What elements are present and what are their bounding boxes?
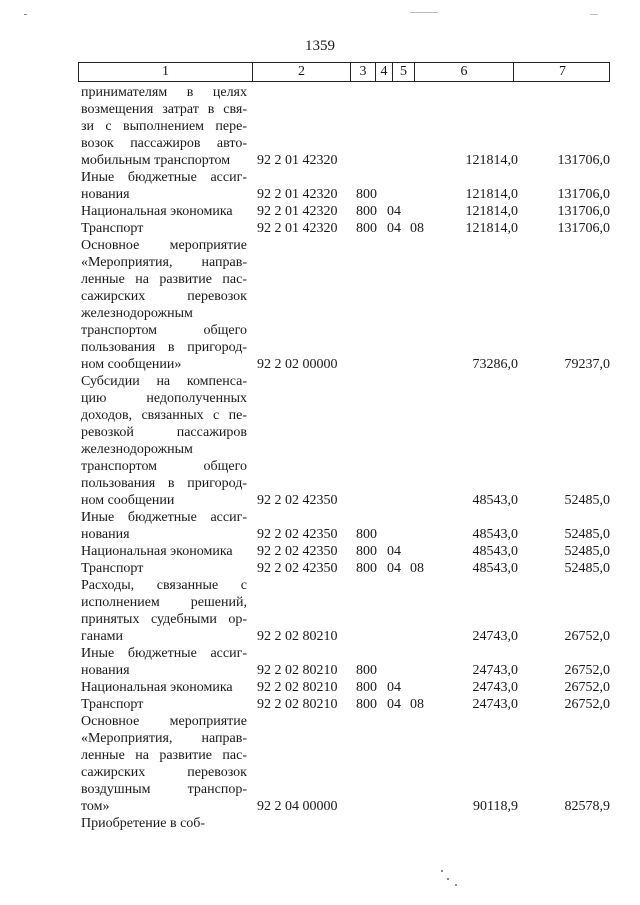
row-col-4: 04: [387, 561, 401, 576]
description-line: ганами: [81, 629, 124, 644]
scan-speck: [441, 870, 443, 872]
row-amount-6: 48543,0: [472, 493, 518, 508]
header-col-4: 4: [376, 63, 393, 81]
scan-speck: [455, 884, 457, 886]
description-line: нования: [81, 527, 130, 542]
row-amount-6: 48543,0: [472, 527, 518, 542]
description-line: Расходы, связанные с: [81, 578, 247, 593]
row-col-3: 800: [356, 187, 377, 202]
header-col-3: 3: [351, 63, 376, 81]
row-amount-6: 121814,0: [465, 153, 518, 168]
description-line: возок пассажиров авто-: [81, 136, 247, 151]
description-line: принимателям в целях: [81, 85, 247, 100]
scan-speck: [590, 14, 598, 15]
row-code: 92 2 02 80210: [257, 680, 338, 695]
table-row: [0, 203, 640, 220]
description-line: транспортом общего: [81, 323, 247, 338]
description-line: воздушным транспор-: [81, 782, 247, 797]
row-description: [81, 203, 247, 220]
row-code: 92 2 02 42350: [257, 561, 338, 576]
table-row: [0, 543, 640, 560]
row-description: [81, 679, 247, 696]
row-col-3: 800: [356, 544, 377, 559]
header-col-1: 1: [79, 63, 253, 81]
row-description: [81, 509, 247, 543]
row-amount-6: 73286,0: [472, 357, 518, 372]
description-line: Национальная экономика: [81, 204, 233, 219]
row-amount-6: 24743,0: [472, 697, 518, 712]
description-line: Основное мероприятие: [81, 714, 247, 729]
row-amount-7: 52485,0: [564, 493, 610, 508]
header-col-7: 7: [559, 64, 566, 79]
row-col-4: 04: [387, 221, 401, 236]
row-col-3: 800: [356, 527, 377, 542]
description-line: ном сообщении»: [81, 357, 182, 372]
description-line: Транспорт: [81, 561, 144, 576]
table-row: [0, 713, 640, 815]
description-line: железнодорожным: [81, 442, 193, 457]
row-amount-7: 52485,0: [564, 561, 610, 576]
row-col-3: 800: [356, 663, 377, 678]
page-number: 1359: [305, 38, 335, 54]
row-description: [81, 577, 247, 645]
table-row: [0, 577, 640, 645]
table-row: [0, 84, 640, 169]
description-line: нования: [81, 187, 130, 202]
row-description: [81, 373, 247, 509]
description-line: Национальная экономика: [81, 680, 233, 695]
row-col-4: 04: [387, 680, 401, 695]
row-code: 92 2 02 80210: [257, 697, 338, 712]
description-line: Национальная экономика: [81, 544, 233, 559]
header-col-5: 5: [393, 63, 415, 81]
row-amount-6: 121814,0: [465, 204, 518, 219]
table-row: [0, 815, 640, 832]
table-body: [0, 84, 640, 832]
row-amount-6: 24743,0: [472, 680, 518, 695]
row-col-5: 08: [410, 221, 424, 236]
row-amount-7: 26752,0: [564, 680, 610, 695]
row-description: [81, 560, 247, 577]
description-line: Субсидии на компенса-: [81, 374, 247, 389]
row-code: 92 2 02 42350: [257, 527, 338, 542]
description-line: Основное мероприятие: [81, 238, 247, 253]
table-row: [0, 373, 640, 509]
row-amount-7: 26752,0: [564, 629, 610, 644]
description-line: железнодорожным: [81, 306, 193, 321]
row-description: [81, 713, 247, 815]
description-line: сажирских перевозок: [81, 289, 247, 304]
description-line: пользования в пригород-: [81, 476, 247, 491]
description-line: ленные на развитие пас-: [81, 272, 247, 287]
scan-speck: [410, 12, 438, 13]
description-line: цию недополученных: [81, 391, 247, 406]
row-description: [81, 237, 247, 373]
table-row: [0, 560, 640, 577]
description-line: том»: [81, 799, 110, 814]
description-line: зи с выполнением пере-: [81, 119, 247, 134]
row-description: [81, 815, 247, 832]
row-amount-6: 121814,0: [465, 187, 518, 202]
description-line: транспортом общего: [81, 459, 247, 474]
row-description: [81, 169, 247, 203]
row-amount-7: 52485,0: [564, 544, 610, 559]
table-row: [0, 645, 640, 679]
row-code: 92 2 02 42350: [257, 544, 338, 559]
description-line: «Мероприятия, направ-: [81, 731, 247, 746]
row-description: [81, 543, 247, 560]
row-amount-6: 90118,9: [473, 799, 518, 814]
row-code: 92 2 01 42320: [257, 204, 338, 219]
row-code: 92 2 01 42320: [257, 221, 338, 236]
description-line: нования: [81, 663, 130, 678]
row-description: [81, 645, 247, 679]
row-col-4: 04: [387, 697, 401, 712]
description-line: «Мероприятия, направ-: [81, 255, 247, 270]
row-amount-6: 24743,0: [472, 663, 518, 678]
row-col-3: 800: [356, 204, 377, 219]
row-col-3: 800: [356, 561, 377, 576]
row-code: 92 2 04 00000: [257, 799, 338, 814]
row-amount-7: 131706,0: [557, 221, 610, 236]
row-code: 92 2 01 42320: [257, 187, 338, 202]
table-row: [0, 679, 640, 696]
header-col-2: 2: [253, 63, 351, 81]
row-amount-6: 48543,0: [472, 544, 518, 559]
scan-speck: [24, 14, 27, 15]
description-line: Транспорт: [81, 697, 144, 712]
description-line: возмещения затрат в свя-: [81, 102, 247, 117]
description-line: Иные бюджетные ассиг-: [81, 646, 247, 661]
row-amount-6: 48543,0: [472, 561, 518, 576]
table-row: [0, 169, 640, 203]
table-row: [0, 696, 640, 713]
description-line: ревозкой пассажиров: [81, 425, 247, 440]
table-header: [78, 62, 610, 82]
row-col-5: 08: [410, 697, 424, 712]
row-amount-6: 121814,0: [465, 221, 518, 236]
row-amount-7: 26752,0: [564, 697, 610, 712]
description-line: мобильным транспортом: [81, 153, 231, 168]
row-code: 92 2 02 00000: [257, 357, 338, 372]
row-code: 92 2 02 80210: [257, 629, 338, 644]
table-row: [0, 509, 640, 543]
row-description: [81, 696, 247, 713]
description-line: Иные бюджетные ассиг-: [81, 510, 247, 525]
row-col-3: 800: [356, 697, 377, 712]
row-code: 92 2 02 42350: [257, 493, 338, 508]
table-row: [0, 237, 640, 373]
row-amount-7: 131706,0: [557, 187, 610, 202]
description-line: доходов, связанных с пе-: [81, 408, 247, 423]
description-line: Транспорт: [81, 221, 144, 236]
row-amount-7: 131706,0: [557, 153, 610, 168]
row-amount-7: 26752,0: [564, 663, 610, 678]
description-line: пользования в пригород-: [81, 340, 247, 355]
row-amount-7: 79237,0: [564, 357, 610, 372]
scan-speck: [447, 878, 449, 880]
row-col-3: 800: [356, 680, 377, 695]
description-line: принятых судебными ор-: [81, 612, 247, 627]
row-code: 92 2 02 80210: [257, 663, 338, 678]
row-amount-7: 131706,0: [557, 204, 610, 219]
row-description: [81, 220, 247, 237]
description-line: сажирских перевозок: [81, 765, 247, 780]
row-description: [81, 84, 247, 169]
row-col-4: 04: [387, 204, 401, 219]
description-line: Приобретение в соб-: [81, 816, 206, 831]
description-line: Иные бюджетные ассиг-: [81, 170, 247, 185]
table-row: [0, 220, 640, 237]
row-code: 92 2 01 42320: [257, 153, 338, 168]
description-line: исполнением решений,: [81, 595, 247, 610]
row-col-5: 08: [410, 561, 424, 576]
header-col-6: 6: [415, 63, 514, 81]
row-amount-7: 52485,0: [564, 527, 610, 542]
row-col-3: 800: [356, 221, 377, 236]
description-line: ном сообщении: [81, 493, 175, 508]
row-amount-7: 82578,9: [564, 799, 610, 814]
description-line: ленные на развитие пас-: [81, 748, 247, 763]
row-col-4: 04: [387, 544, 401, 559]
row-amount-6: 24743,0: [472, 629, 518, 644]
